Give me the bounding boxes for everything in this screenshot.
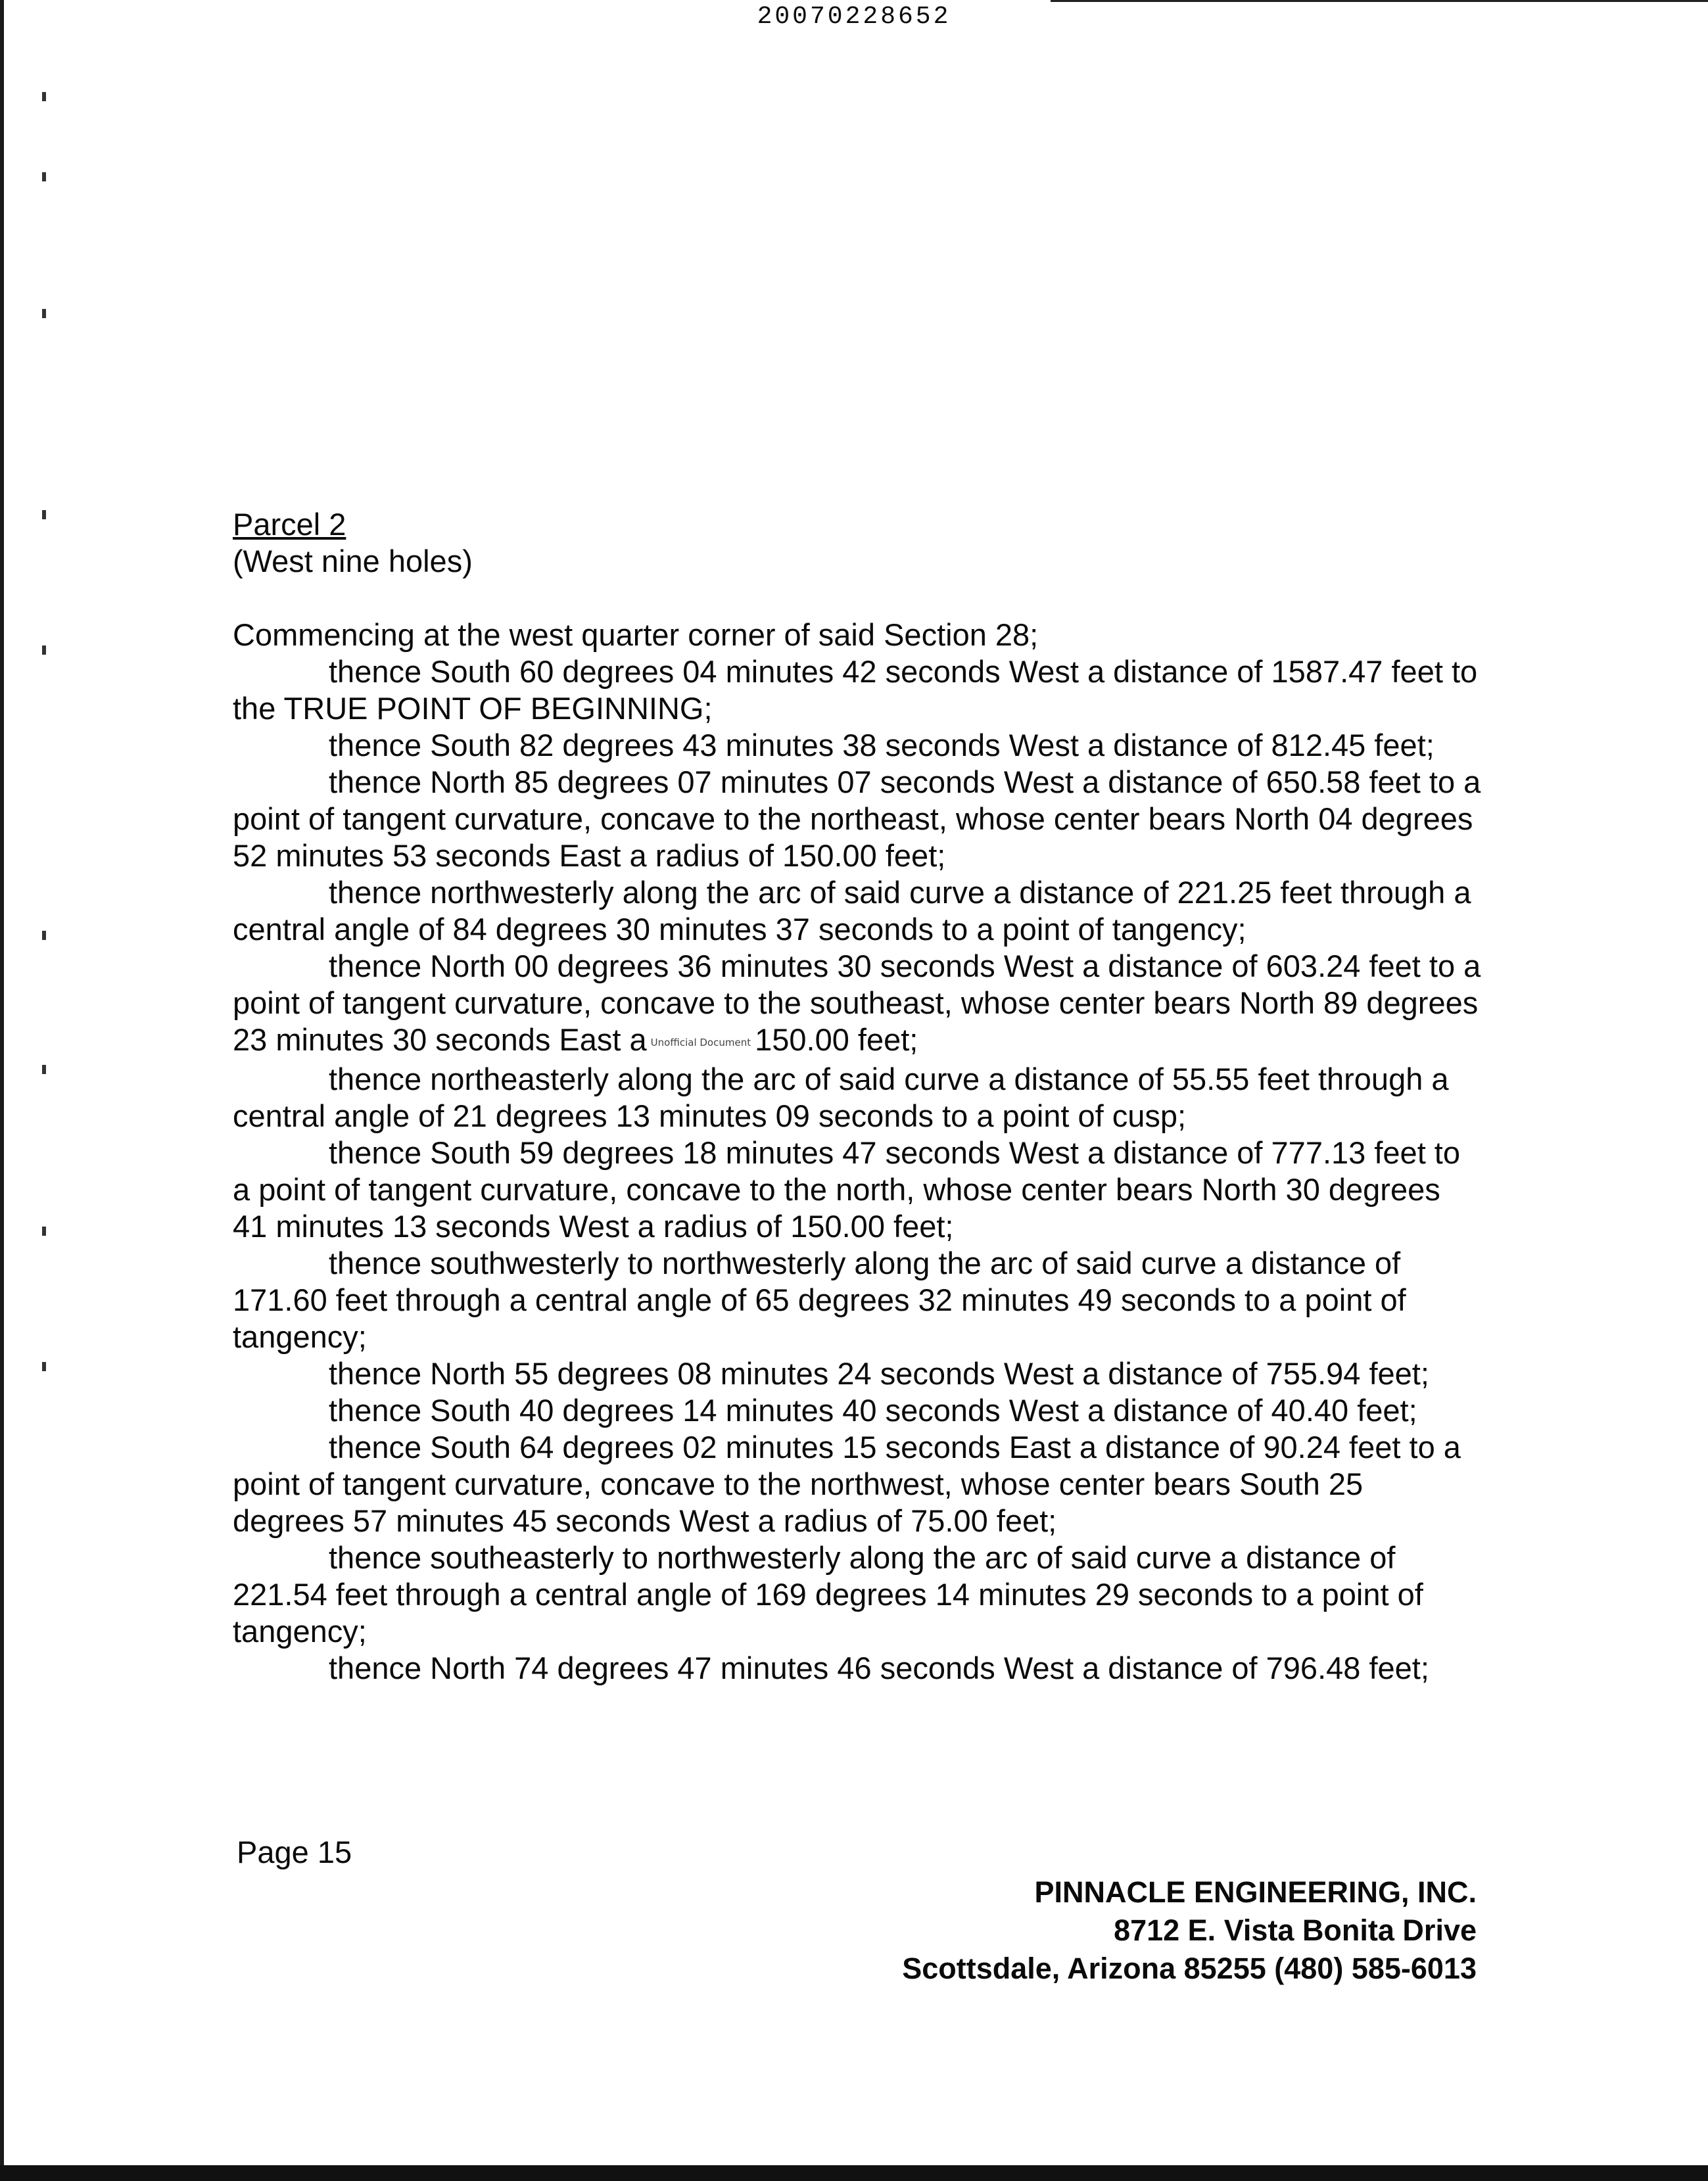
page-number: Page 15 (237, 1835, 352, 1869)
course-paragraph: thence North 85 degrees 07 minutes 07 seconds West a distance of 650.58 feet to a point of tangent curvature, concave to the northeast, whose center bears North 04 degrees 52 minutes 53 seconds East a radius of 150.00 feet; (233, 764, 1481, 873)
margin-scan-marks (0, 0, 59, 2181)
course-paragraph: thence northeasterly along the arc of said curve a distance of 55.55 feet through a central angle of 21 degrees 13 minutes 09 seconds to a point of cusp; (233, 1061, 1449, 1133)
scan-mark (42, 92, 46, 101)
scan-bottom-edge (0, 2165, 1708, 2181)
scan-mark (42, 1065, 46, 1074)
course-paragraph: thence southeasterly to northwesterly along the arc of said curve a distance of 221.54 feet through a central angle of 169 degrees 14 minutes 29 seconds to a point of tangency; (233, 1539, 1423, 1649)
course-paragraph: thence North 55 degrees 08 minutes 24 seconds West a distance of 755.94 feet; (329, 1355, 1429, 1391)
unofficial-document-watermark: Unofficial Document (650, 1036, 751, 1048)
course-paragraph: thence South 59 degrees 18 minutes 47 seconds West a distance of 777.13 feet to a point of tangent curvature, concave to the north, whose center bears North 30 degrees 41 minutes 13 seconds West a radius of 150.00 feet; (233, 1135, 1461, 1244)
legal-description (233, 506, 1482, 1687)
scan-mark (42, 645, 46, 655)
parcel-title: Parcel 2 (233, 507, 346, 542)
course-paragraph: thence South 64 degrees 02 minutes 15 seconds East a distance of 90.24 feet to a point of tangent curvature, concave to the northwest, whose center bears South 25 degrees 57 minutes 45 seconds West a radius of 75.00 feet; (233, 1429, 1461, 1538)
course-paragraph: thence southwesterly to northwesterly along the arc of said curve a distance of 171.60 feet through a central angle of 65 degrees 32 minutes 49 seconds to a point of tangency; (233, 1245, 1406, 1354)
company-address-line1: 8712 E. Vista Bonita Drive (1114, 1913, 1477, 1947)
scan-mark (42, 1227, 46, 1236)
commencing-line: Commencing at the west quarter corner of said Section 28; (233, 617, 1039, 652)
course-paragraph-with-watermark (233, 948, 1482, 1061)
course-paragraph: thence North 74 degrees 47 minutes 46 seconds West a distance of 796.48 feet; (329, 1650, 1429, 1685)
course-paragraph-tail: 150.00 feet; (755, 1022, 918, 1057)
scan-mark (42, 931, 46, 940)
scan-mark (42, 172, 46, 181)
company-address-line2: Scottsdale, Arizona 85255 (480) 585-6013 (902, 1952, 1477, 1985)
course-paragraph: thence South 40 degrees 14 minutes 40 seconds West a distance of 40.40 feet; (329, 1392, 1417, 1428)
scan-mark (42, 309, 46, 318)
course-paragraph: thence northwesterly along the arc of said curve a distance of 221.25 feet through a central angle of 84 degrees 30 minutes 37 seconds to a point of tangency; (233, 875, 1471, 947)
company-name: PINNACLE ENGINEERING, INC. (1034, 1875, 1477, 1909)
parcel-subtitle: (West nine holes) (233, 544, 473, 578)
course-paragraph: thence South 82 degrees 43 minutes 38 seconds West a distance of 812.45 feet; (329, 728, 1435, 762)
spacer (233, 580, 1482, 617)
course-paragraph: thence South 60 degrees 04 minutes 42 seconds West a distance of 1587.47 feet to the TRUE POINT OF BEGINNING; (233, 654, 1478, 726)
company-block (902, 1873, 1477, 1988)
document-number: 20070228652 (757, 3, 951, 31)
course-paragraph-text: thence North 00 degrees 36 minutes 30 seconds West a distance of 603.24 feet to a point of tangent curvature, concave to the southeast, whose center bears North 89 degrees 23 minutes 30 seconds East a (233, 949, 1481, 1057)
scan-mark (42, 1362, 46, 1371)
scan-top-rule (1051, 0, 1708, 2)
scan-mark (42, 510, 46, 519)
